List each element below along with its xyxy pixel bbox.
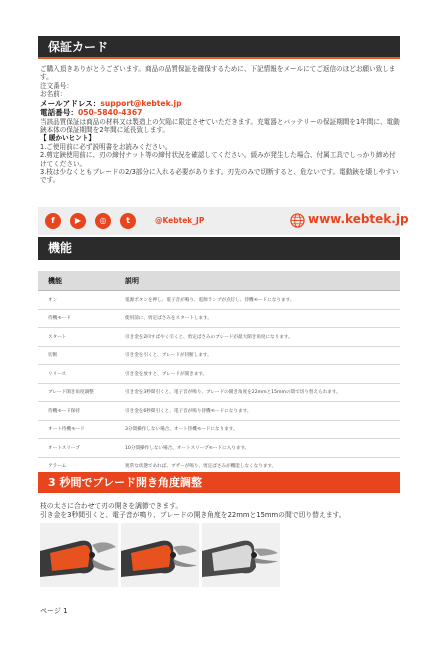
function-cell: オン: [38, 291, 124, 310]
description-cell: 引き金を6秒間引くと、電子音が鳴り待機モードになります。: [124, 402, 400, 421]
table-row: [38, 346, 400, 365]
hint-3: 3.枝は少なくともブレードの2/3部分に入れる必要があります。刃先のみで切断すると、危ないです。電動鋏を壊しやすいです。: [40, 168, 399, 185]
table-row: [38, 291, 400, 310]
column-header-description: 説明: [124, 271, 400, 291]
email-link[interactable]: support@kebtek.jp: [100, 98, 182, 108]
phone-number: 050-5840-4367: [77, 108, 143, 118]
table-row: [38, 439, 400, 458]
table-row: [38, 365, 400, 384]
phone-label: 電話番号：: [40, 108, 78, 118]
warranty-body: [40, 65, 400, 185]
function-cell: 待機モード保持: [38, 402, 124, 421]
page-number: ページ 1: [40, 607, 68, 615]
twitter-icon[interactable]: t: [120, 213, 136, 229]
table-row: [38, 420, 400, 439]
function-cell: ブレード開き角度調整: [38, 383, 124, 402]
table-header-row: [38, 271, 400, 291]
pruner-photo-3: [202, 523, 280, 587]
order-number-label: 注文番号：: [40, 81, 73, 90]
website-link[interactable]: www.kebtek.jp: [308, 212, 409, 226]
social-handle[interactable]: @Kebtek_JP: [155, 216, 205, 225]
phone-line: [40, 108, 400, 118]
table-row: [38, 383, 400, 402]
facebook-icon[interactable]: f: [45, 213, 61, 229]
column-header-function: 機能: [38, 271, 124, 291]
functions-section-title: 機能: [38, 237, 400, 260]
function-cell: スタート: [38, 328, 124, 347]
youtube-icon[interactable]: ▶: [70, 213, 86, 229]
email-label: メールアドレス：: [40, 98, 101, 108]
warranty-paragraph: 当該品質保証は商品の材料又は製造上の欠陥に限定させていただきます。充電器とバッテリーの保証期間を1年間に、電動鋏本体の保証期間を2年間に延長致します。: [40, 117, 400, 135]
hint-title: 【 暖かいヒント】: [40, 134, 96, 143]
description-cell: 引き金を2回すばやく引くと、剪定ばさみのブレードが最大開き角度になります。: [124, 328, 400, 347]
description-cell: 引き金を引くと、ブレードが切断します。: [124, 346, 400, 365]
angle-line-2: 引き金を3秒間引くと、電子音が鳴り、ブレードの開き角度を22mmと15mmの間で切り替えます。: [40, 510, 346, 519]
function-cell: リリース: [38, 365, 124, 384]
social-strip: [38, 207, 409, 235]
angle-section-title: 3 秒間でブレード開き角度調整: [38, 472, 400, 493]
pruner-photo-2: [121, 523, 199, 587]
description-cell: 引き金を放すと、ブレードが開きます。: [124, 365, 400, 384]
description-cell: 異常な状態であれば、ブザーが鳴り、剪定ばさみが機能しなくなります。: [124, 457, 400, 476]
instagram-icon[interactable]: ◎: [95, 213, 111, 229]
description-cell: 電源ボタンを押し、電子音が鳴り、電源ランプが点灯し、待機モードになります。: [124, 291, 400, 310]
table-row: [38, 309, 400, 328]
hint-2: 2.剪定鋏使用前に、刃の締付ナット等の締付状況を確認してください。緩みが発生した場合、付属工具でしっかり締め付けてください。: [40, 151, 396, 168]
functions-table: [38, 271, 400, 476]
table-row: [38, 402, 400, 421]
angle-line-1: 枝の太さに合わせて刃の開きを調節できます。: [40, 502, 183, 510]
warranty-intro: ご購入頂きありがとうございます。商品の品質保証を確保するために、下記情報をメールにてご返信のほどお願い致します。: [40, 65, 396, 82]
name-label: お名前：: [40, 90, 67, 99]
description-cell: 3分間操作しない場合、オート待機モードになります。: [124, 420, 400, 439]
table-row: [38, 328, 400, 347]
function-cell: オート待機モード: [38, 420, 124, 439]
function-cell: オートスリープ: [38, 439, 124, 458]
email-line: [40, 99, 400, 109]
pruner-photo-1: [40, 523, 118, 587]
function-cell: 待機モード: [38, 309, 124, 328]
description-cell: 使用前に、剪定ばさみをスタートします。: [124, 309, 400, 328]
function-cell: アラーム: [38, 457, 124, 476]
warranty-section-title: 保証カード: [38, 36, 400, 59]
hint-1: 1.ご使用前に必ず説明書をお読みください。: [40, 142, 172, 151]
description-cell: 10分間操作しない場合、オートスリープモードに入ります。: [124, 439, 400, 458]
description-cell: 引き金を3秒間引くと、電子音が鳴り、ブレードの開き角度を22mmと15mmの間で切り替えられます。: [124, 383, 400, 402]
globe-icon: [290, 213, 305, 228]
angle-description: [40, 502, 400, 520]
function-cell: 切断: [38, 346, 124, 365]
